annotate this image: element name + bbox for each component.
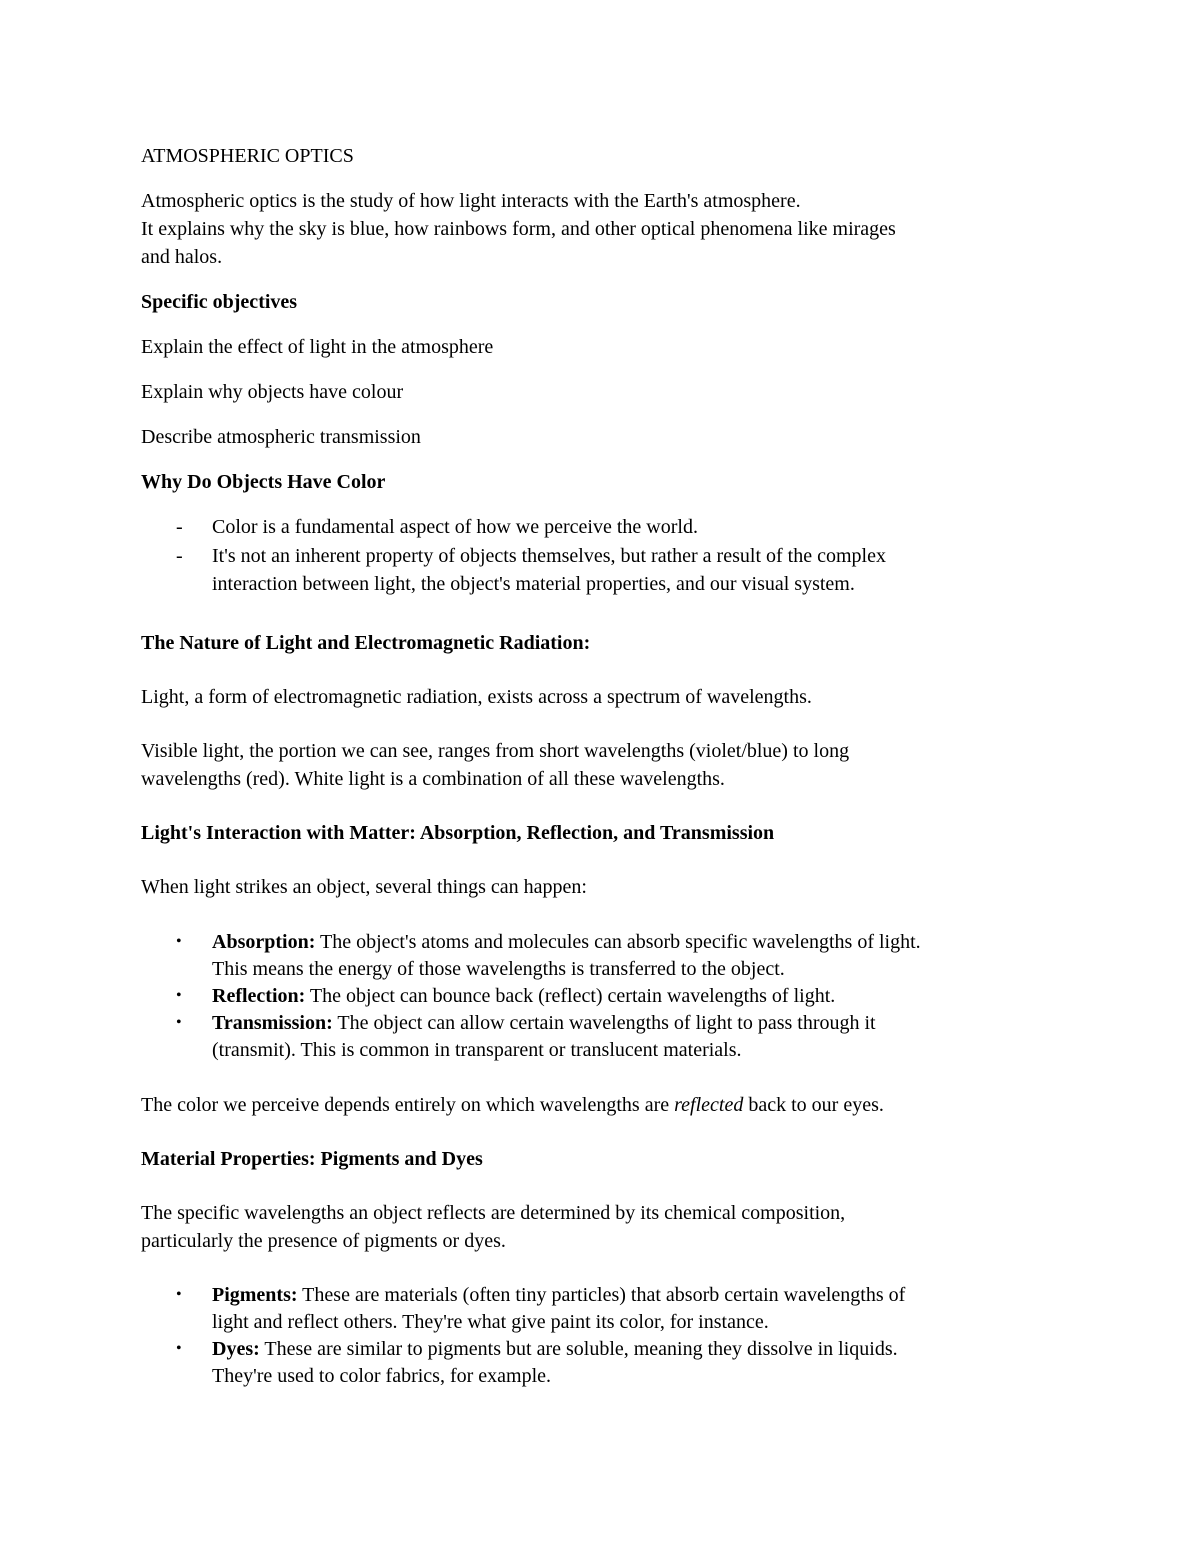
objectives-heading: Specific objectives bbox=[141, 291, 298, 313]
why-color-heading: Why Do Objects Have Color bbox=[141, 471, 386, 493]
bullet-item-line: light and reflect others. They're what give paint its color, for instance. bbox=[212, 1311, 769, 1333]
term-absorption: Absorption: bbox=[212, 931, 316, 953]
bullet-marker: • bbox=[176, 1286, 182, 1303]
bullet-marker: • bbox=[176, 987, 182, 1004]
dash-marker: - bbox=[176, 545, 183, 567]
objective-item: Explain the effect of light in the atmosphere bbox=[141, 336, 494, 358]
dash-item-line: It's not an inherent property of objects themselves, but rather a result of the complex bbox=[212, 545, 886, 567]
term-transmission: Transmission: bbox=[212, 1012, 333, 1034]
objective-item: Explain why objects have colour bbox=[141, 381, 404, 403]
conclusion-paragraph: The color we perceive depends entirely on which wavelengths are reflected back to our eyes. bbox=[141, 1094, 884, 1116]
bullet-marker: • bbox=[176, 1340, 182, 1357]
intro-line: and halos. bbox=[141, 246, 223, 268]
objective-item: Describe atmospheric transmission bbox=[141, 426, 421, 448]
materials-heading: Material Properties: Pigments and Dyes bbox=[141, 1148, 483, 1170]
nature-light-heading: The Nature of Light and Electromagnetic Radiation: bbox=[141, 632, 591, 654]
paragraph-line: Light, a form of electromagnetic radiation, exists across a spectrum of wavelengths. bbox=[141, 686, 812, 708]
bullet-marker: • bbox=[176, 933, 182, 950]
interaction-heading: Light's Interaction with Matter: Absorption, Reflection, and Transmission bbox=[141, 822, 775, 844]
paragraph-line: wavelengths (red). White light is a combination of all these wavelengths. bbox=[141, 768, 725, 790]
term-pigments: Pigments: bbox=[212, 1284, 298, 1306]
intro-line: Atmospheric optics is the study of how light interacts with the Earth's atmosphere. bbox=[141, 190, 801, 212]
bullet-marker: • bbox=[176, 1014, 182, 1031]
bullet-item-line: Transmission: The object can allow certain wavelengths of light to pass through it bbox=[212, 1012, 876, 1034]
emphasis-reflected: reflected bbox=[674, 1094, 744, 1116]
bullet-item-line: This means the energy of those wavelengths is transferred to the object. bbox=[212, 958, 785, 980]
intro-line: It explains why the sky is blue, how rainbows form, and other optical phenomena like mirages bbox=[141, 218, 896, 240]
term-dyes: Dyes: bbox=[212, 1338, 260, 1360]
bullet-item-line: (transmit). This is common in transparent or translucent materials. bbox=[212, 1039, 742, 1061]
bullet-item-line: Absorption: The object's atoms and molecules can absorb specific wavelengths of light. bbox=[212, 931, 921, 953]
bullet-item-line: Reflection: The object can bounce back (reflect) certain wavelengths of light. bbox=[212, 985, 836, 1007]
term-reflection: Reflection: bbox=[212, 985, 306, 1007]
paragraph-line: particularly the presence of pigments or dyes. bbox=[141, 1230, 506, 1252]
paragraph-line: The specific wavelengths an object reflects are determined by its chemical composition, bbox=[141, 1202, 846, 1224]
bullet-item-line: Dyes: These are similar to pigments but are soluble, meaning they dissolve in liquids. bbox=[212, 1338, 898, 1360]
dash-item-line: Color is a fundamental aspect of how we perceive the world. bbox=[212, 516, 698, 538]
document-title: ATMOSPHERIC OPTICS bbox=[141, 145, 354, 167]
bullet-item-line: Pigments: These are materials (often tiny particles) that absorb certain wavelengths of bbox=[212, 1284, 906, 1306]
paragraph-line: When light strikes an object, several things can happen: bbox=[141, 876, 587, 898]
dash-marker: - bbox=[176, 516, 183, 538]
dash-item-line: interaction between light, the object's material properties, and our visual system. bbox=[212, 573, 855, 595]
paragraph-line: Visible light, the portion we can see, ranges from short wavelengths (violet/blue) to long bbox=[141, 740, 850, 762]
bullet-item-line: They're used to color fabrics, for example. bbox=[212, 1365, 552, 1387]
